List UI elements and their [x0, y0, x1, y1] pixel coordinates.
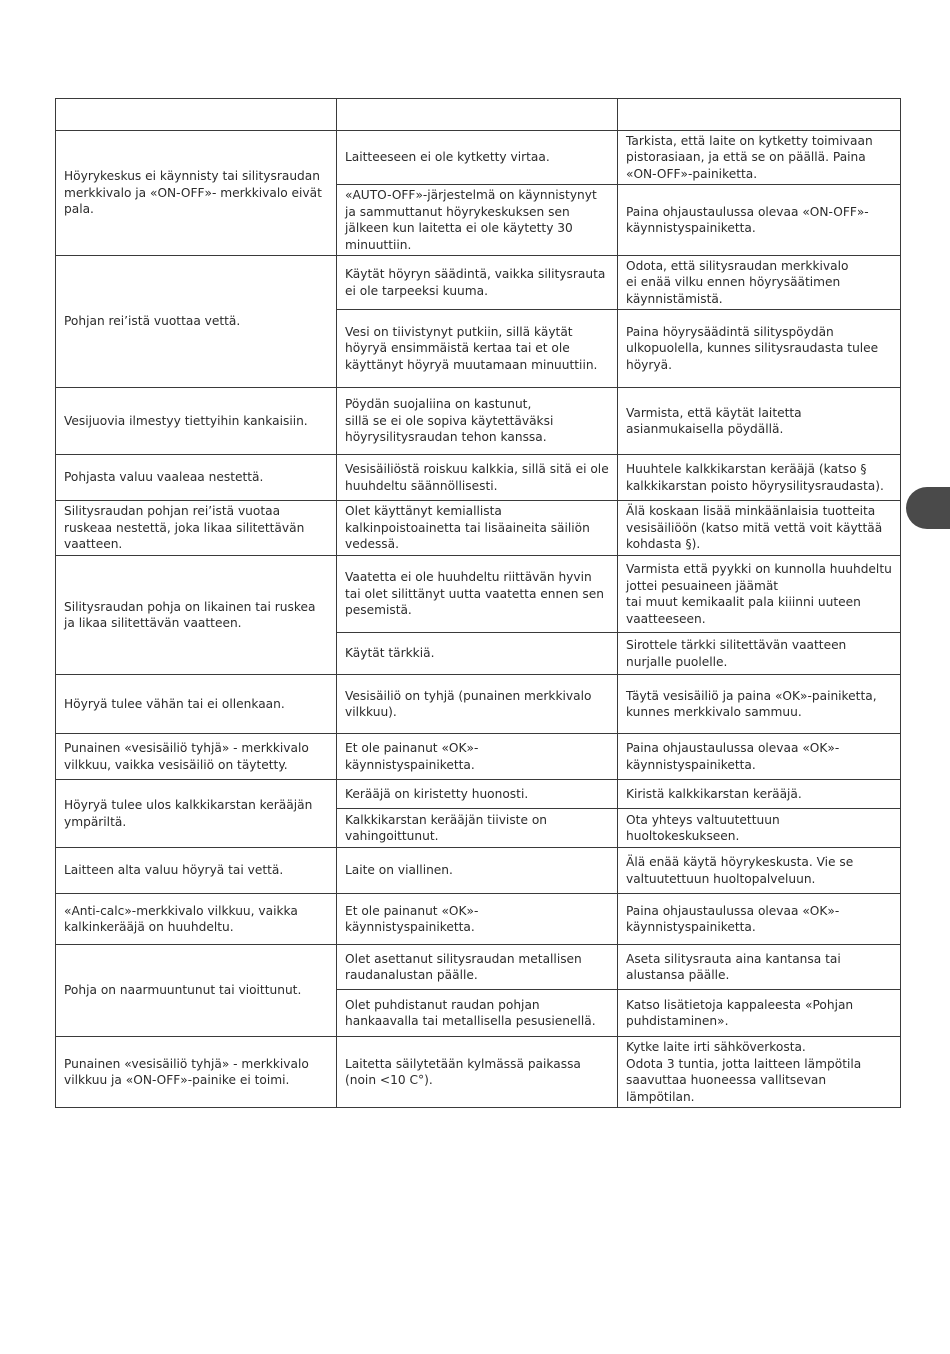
cause-cell: Vesisäiliö on tyhjä (punainen merkkivalo vilkkuu). — [337, 675, 618, 734]
cause-cell: «AUTO-OFF»-järjestelmä on käynnistynyt ja sammuttanut höyrykeskuksen sen jälkeen kun laitetta ei ole käytetty 30 minuuttiin. — [337, 185, 618, 256]
problem-cell: «Anti-calc»-merkkivalo vilkkuu, vaikka kalkinkerääjä on huuhdeltu. — [56, 894, 337, 945]
solution-cell: Varmista, että käytät laitetta asianmukaisella pöydällä. — [618, 388, 901, 455]
header-cell-cause — [337, 99, 618, 131]
table-row — [56, 1037, 901, 1108]
problem-cell: Punainen «vesisäiliö tyhjä» - merkkivalo vilkkuu, vaikka vesisäiliö on täytetty. — [56, 734, 337, 780]
solution-cell: Paina höyrysäädintä silityspöydän ulkopuolella, kunnes silitysraudasta tulee höyryä. — [618, 310, 901, 388]
header-cell-problem — [56, 99, 337, 131]
solution-cell: Älä enää käytä höyrykeskusta. Vie se valtuutettuun huoltopalveluun. — [618, 848, 901, 894]
table-row — [56, 734, 901, 780]
cause-cell: Laite on viallinen. — [337, 848, 618, 894]
table-row — [56, 675, 901, 734]
chapter-tab-marker — [906, 487, 950, 529]
troubleshooting-table-body — [56, 99, 901, 1108]
table-row — [56, 501, 901, 556]
cause-cell: Vaatetta ei ole huuhdeltu riittävän hyvin tai olet silittänyt uutta vaatetta ennen sen pesemistä. — [337, 556, 618, 633]
problem-cell: Vesijuovia ilmestyy tiettyihin kankaisiin. — [56, 388, 337, 455]
cause-cell: Et ole painanut «OK»- käynnistyspainiketta. — [337, 894, 618, 945]
solution-cell: Ota yhteys valtuutettuun huoltokeskukseen. — [618, 809, 901, 848]
cause-cell: Käytät höyryn säädintä, vaikka silitysrauta ei ole tarpeeksi kuuma. — [337, 256, 618, 310]
cause-cell: Laitetta säilytetään kylmässä paikassa (noin <10 C°). — [337, 1037, 618, 1108]
problem-cell: Pohjan rei’istä vuottaa vettä. — [56, 256, 337, 388]
table-row — [56, 556, 901, 633]
solution-cell: Paina ohjaustaulussa olevaa «OK»- käynnistyspainiketta. — [618, 894, 901, 945]
solution-cell: Huuhtele kalkkikarstan kerääjä (katso § kalkkikarstan poisto höyrysilitysraudasta). — [618, 455, 901, 501]
table-row — [56, 455, 901, 501]
solution-cell: Kytke laite irti sähköverkosta. Odota 3 tuntia, jotta laitteen lämpötila saavuttaa huoneessa vallitsevan lämpötilan. — [618, 1037, 901, 1108]
problem-cell: Pohja on naarmuuntunut tai vioittunut. — [56, 945, 337, 1037]
problem-cell: Silitysraudan pohja on likainen tai ruskea ja likaa silitettävän vaatteen. — [56, 556, 337, 675]
troubleshooting-table — [55, 98, 901, 1108]
cause-cell: Kalkkikarstan kerääjän tiiviste on vahingoittunut. — [337, 809, 618, 848]
problem-cell: Laitteen alta valuu höyryä tai vettä. — [56, 848, 337, 894]
solution-cell: Katso lisätietoja kappaleesta «Pohjan puhdistaminen». — [618, 990, 901, 1037]
cause-cell: Olet puhdistanut raudan pohjan hankaavalla tai metallisella pesusienellä. — [337, 990, 618, 1037]
solution-cell: Tarkista, että laite on kytketty toimivaan pistorasiaan, ja että se on päällä. Paina «ON-OFF»-painiketta. — [618, 131, 901, 185]
problem-cell: Höyryä tulee ulos kalkkikarstan kerääjän ympäriltä. — [56, 780, 337, 848]
table-row — [56, 848, 901, 894]
cause-cell: Laitteeseen ei ole kytketty virtaa. — [337, 131, 618, 185]
table-row — [56, 388, 901, 455]
cause-cell: Pöydän suojaliina on kastunut, sillä se ei ole sopiva käytettäväksi höyrysilitysraudan tehon kanssa. — [337, 388, 618, 455]
cause-cell: Olet asettanut silitysraudan metallisen raudanalustan päälle. — [337, 945, 618, 990]
table-row — [56, 945, 901, 990]
problem-cell: Silitysraudan pohjan rei’istä vuotaa ruskeaa nestettä, joka likaa silitettävän vaatteen. — [56, 501, 337, 556]
solution-cell: Paina ohjaustaulussa olevaa «ON-OFF»-käynnistyspainiketta. — [618, 185, 901, 256]
table-row — [56, 131, 901, 185]
table-row — [56, 780, 901, 809]
problem-cell: Höyryä tulee vähän tai ei ollenkaan. — [56, 675, 337, 734]
problem-cell: Höyrykeskus ei käynnisty tai silitysraudan merkkivalo ja «ON-OFF»- merkkivalo eivät pala. — [56, 131, 337, 256]
header-row — [56, 99, 901, 131]
solution-cell: Paina ohjaustaulussa olevaa «OK»- käynnistyspainiketta. — [618, 734, 901, 780]
solution-cell: Odota, että silitysraudan merkkivalo ei enää vilku ennen höyrysäätimen käynnistämistä. — [618, 256, 901, 310]
solution-cell: Kiristä kalkkikarstan kerääjä. — [618, 780, 901, 809]
cause-cell: Olet käyttänyt kemiallista kalkinpoistoainetta tai lisäaineita säiliön vedessä. — [337, 501, 618, 556]
table-row — [56, 256, 901, 310]
solution-cell: Sirottele tärkki silitettävän vaatteen nurjalle puolelle. — [618, 633, 901, 675]
problem-cell: Punainen «vesisäiliö tyhjä» - merkkivalo vilkkuu ja «ON-OFF»-painike ei toimi. — [56, 1037, 337, 1108]
solution-cell: Aseta silitysrauta aina kantansa tai alustansa päälle. — [618, 945, 901, 990]
cause-cell: Vesi on tiivistynyt putkiin, sillä käytät höyryä ensimmäistä kertaa tai et ole käyttänyt höyryä muutamaan minuuttiin. — [337, 310, 618, 388]
table-row — [56, 894, 901, 945]
cause-cell: Et ole painanut «OK»- käynnistyspainiketta. — [337, 734, 618, 780]
solution-cell: Täytä vesisäiliö ja paina «OK»-painiketta, kunnes merkkivalo sammuu. — [618, 675, 901, 734]
cause-cell: Vesisäiliöstä roiskuu kalkkia, sillä sitä ei ole huuhdeltu säännöllisesti. — [337, 455, 618, 501]
solution-cell: Älä koskaan lisää minkäänlaisia tuotteita vesisäiliöön (katso mitä vettä voit käyttää kohdasta §). — [618, 501, 901, 556]
solution-cell: Varmista että pyykki on kunnolla huuhdeltu jottei pesuaineen jäämät tai muut kemikaalit pala kiiinni uuteen vaatteeseen. — [618, 556, 901, 633]
cause-cell: Kerääjä on kiristetty huonosti. — [337, 780, 618, 809]
cause-cell: Käytät tärkkiä. — [337, 633, 618, 675]
header-cell-solution — [618, 99, 901, 131]
problem-cell: Pohjasta valuu vaaleaa nestettä. — [56, 455, 337, 501]
